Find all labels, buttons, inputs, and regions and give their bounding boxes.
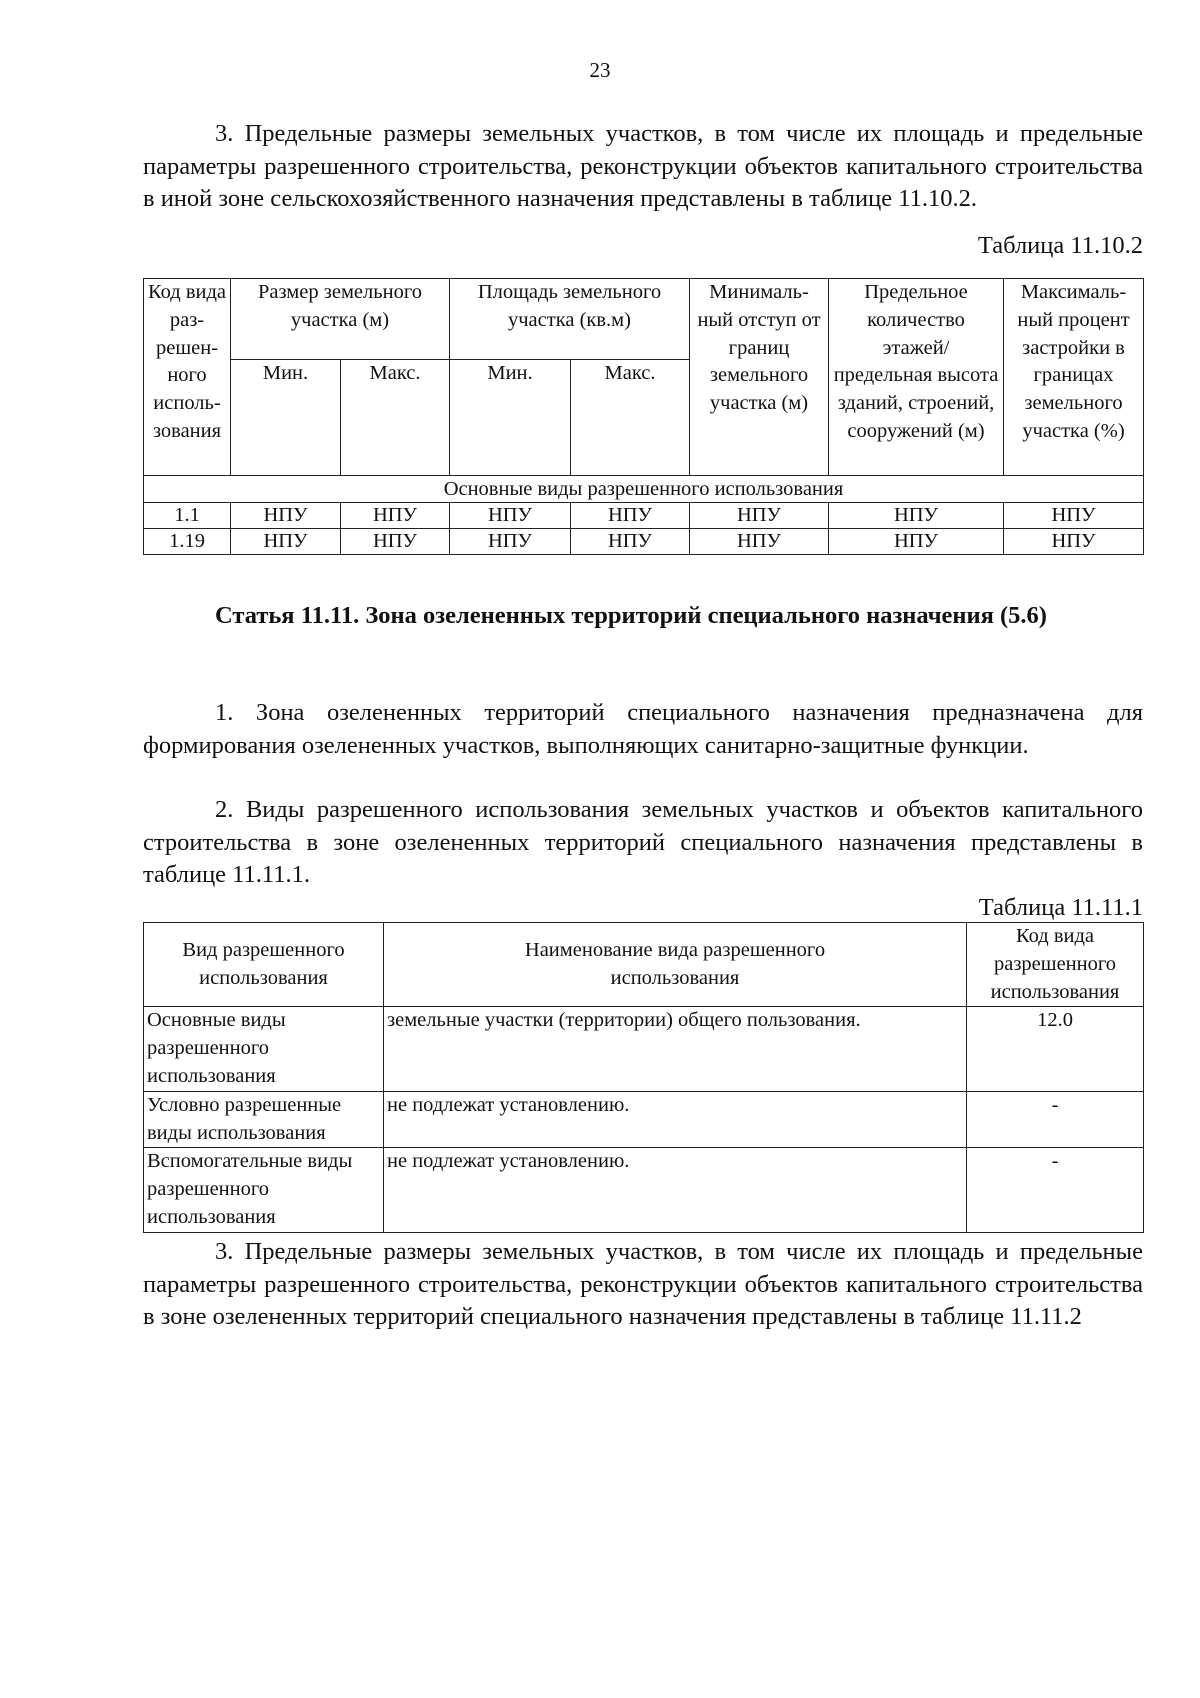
table-header-row xyxy=(144,923,1144,1007)
cell-use-type: Условно разрешенные виды использования xyxy=(144,1091,384,1148)
table-11-11-1 xyxy=(143,922,1144,1233)
group-label: Основные виды разрешенного использования xyxy=(144,476,1144,503)
header-code: Код вида раз-решен-ного исполь-зования xyxy=(144,279,231,476)
paragraph-limits-agricultural: 3. Предельные размеры земельных участков, в том числе их площадь и предельные параметры разрешенного строительства, реконструкции объектов капитального строительства в иной зоне сельскохозяйственного назначения представлены в таблице 11.10.2. xyxy=(143,120,1143,212)
table-11-10-2 xyxy=(143,278,1144,555)
header-size-min: Мин. xyxy=(231,360,341,476)
header-use-code: Код вида разрешенного использования xyxy=(967,923,1144,1007)
table-row xyxy=(144,1091,1144,1148)
table-group-row xyxy=(144,476,1144,503)
table-row xyxy=(144,503,1144,529)
table-row xyxy=(144,1007,1144,1091)
header-area-max: Макс. xyxy=(571,360,690,476)
header-use-name: Наименование вида разрешенного использования xyxy=(384,923,967,1007)
cell-code: 1.1 xyxy=(144,503,231,529)
cell-use-type: Вспомогательные виды разрешенного использования xyxy=(144,1148,384,1232)
page-number: 23 xyxy=(589,58,611,82)
cell-use-code: - xyxy=(967,1148,1144,1232)
cell-use-name: не подлежат установлению. xyxy=(384,1091,967,1148)
cell-use-type: Основные виды разрешенного использования xyxy=(144,1007,384,1091)
header-coverage: Максималь-ный процент застройки в границах земельного участка (%) xyxy=(1004,279,1144,476)
header-floors: Предельное количество этажей/ предельная высота зданий, строений, сооружений (м) xyxy=(829,279,1004,476)
header-plot-size: Размер земельного участка (м) xyxy=(231,279,450,360)
cell-value: НПУ xyxy=(829,503,1004,529)
header-size-max: Макс. xyxy=(341,360,450,476)
cell-value: НПУ xyxy=(231,503,341,529)
table-caption-11-11-1: Таблица 11.11.1 xyxy=(978,894,1143,921)
cell-use-name: не подлежат установлению. xyxy=(384,1148,967,1232)
cell-value: НПУ xyxy=(1004,529,1144,555)
article-heading: Статья 11.11. Зона озелененных территорий специального назначения (5.6) xyxy=(215,602,1047,629)
table-caption-11-10-2: Таблица 11.10.2 xyxy=(977,232,1143,259)
cell-value: НПУ xyxy=(231,529,341,555)
paragraph-zone-purpose: 1. Зона озелененных территорий специального назначения предназначена для формирования озелененных участков, выполняющих санитарно-защитные функции. xyxy=(143,699,1143,759)
cell-code: 1.19 xyxy=(144,529,231,555)
header-use-type: Вид разрешенного использования xyxy=(144,923,384,1007)
cell-value: НПУ xyxy=(1004,503,1144,529)
cell-use-code: - xyxy=(967,1091,1144,1148)
cell-value: НПУ xyxy=(450,529,571,555)
paragraph-permitted-uses: 2. Виды разрешенного использования земельных участков и объектов капитального строительства в зоне озелененных территорий специального назначения представлены в таблице 11.11.1. xyxy=(143,796,1143,888)
cell-value: НПУ xyxy=(450,503,571,529)
cell-value: НПУ xyxy=(571,503,690,529)
cell-value: НПУ xyxy=(571,529,690,555)
cell-value: НПУ xyxy=(690,529,829,555)
header-area-min: Мин. xyxy=(450,360,571,476)
header-setback: Минималь-ный отступ от границ земельного участка (м) xyxy=(690,279,829,476)
table-row xyxy=(144,529,1144,555)
cell-use-code: 12.0 xyxy=(967,1007,1144,1091)
cell-value: НПУ xyxy=(341,529,450,555)
cell-use-name: земельные участки (территории) общего пользования. xyxy=(384,1007,967,1091)
cell-value: НПУ xyxy=(690,503,829,529)
cell-value: НПУ xyxy=(341,503,450,529)
table-row xyxy=(144,1148,1144,1232)
paragraph-limits-green-zone: 3. Предельные размеры земельных участков, в том числе их площадь и предельные параметры разрешенного строительства, реконструкции объектов капитального строительства в зоне озелененных территорий специального назначения представлены в таблице 11.11.2 xyxy=(143,1238,1143,1330)
cell-value: НПУ xyxy=(829,529,1004,555)
table-header-row xyxy=(144,279,1144,360)
header-plot-area: Площадь земельного участка (кв.м) xyxy=(450,279,690,360)
